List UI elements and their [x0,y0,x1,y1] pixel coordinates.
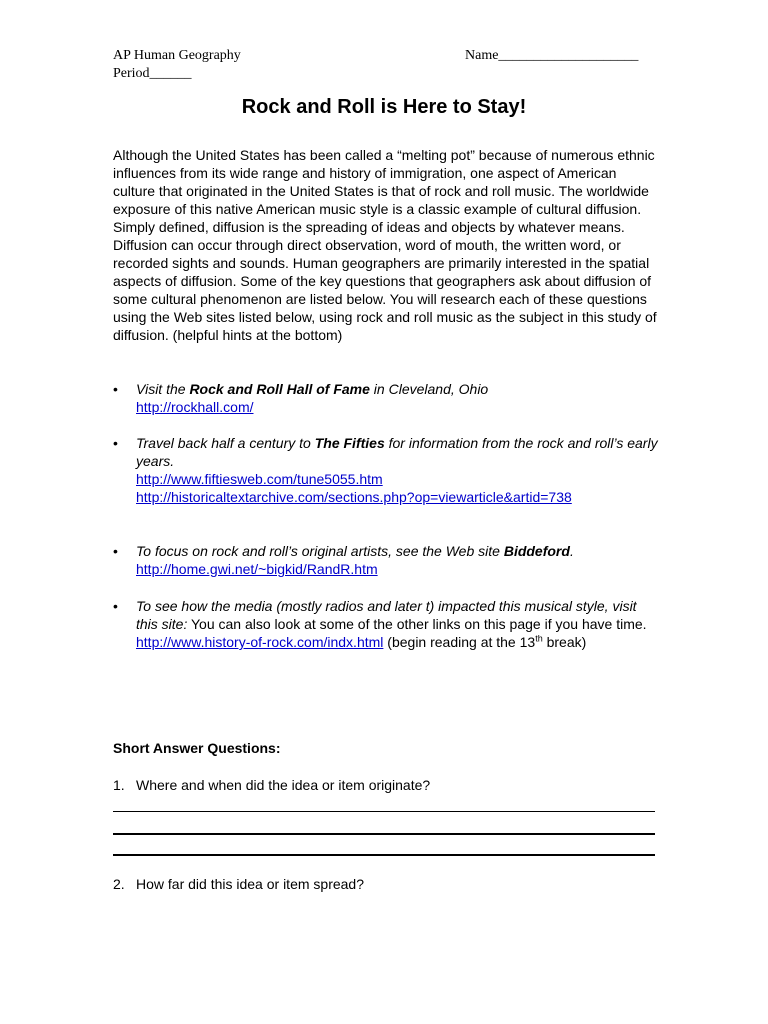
question-number: 2. [113,876,125,892]
bullet-text: To see how the media (mostly radios and later t) impacted this musical style, visit this site: You can also look at some of the other links on this page if you have time. [136,598,647,632]
header-left [113,47,241,83]
bullet-text: To focus on rock and roll’s original artists, see the Web site Biddeford. [136,543,574,559]
bullet-item-media [113,597,658,651]
question-text: How far did this idea or item spread? [136,876,364,892]
question-1 [113,776,430,794]
link-history-of-rock[interactable]: http://www.history-of-rock.com/indx.html [136,634,384,650]
answer-line[interactable] [113,854,655,856]
link-fiftiesweb[interactable]: http://www.fiftiesweb.com/tune5055.htm [136,471,383,487]
bullet-bold: Biddeford [503,543,570,559]
bullet-icon: • [113,435,118,451]
name-field: Name____________________ [465,48,639,63]
answer-line[interactable] [113,833,655,835]
answer-line[interactable] [113,811,655,812]
bullet-text: Travel back half a century to The Fifties for information from the rock and roll’s early years. [136,435,658,469]
intro-paragraph: Although the United States has been called a “melting pot” because of numerous ethnic influences from its wide range and history of immigration, one aspect of American culture that originated in the United States is that of rock and roll music. The worldwide exposure of this native American music style is a classic example of cultural diffusion. Simply defined, diffusion is the spreading of ideas and objects by whatever means. Diffusion can occur through direct observation, word of mouth, the written word, or recorded sights and sounds. Human geographers are primarily interested in the spatial aspects of diffusion. Some of the key questions that geographers ask about diffusion of some cultural phenomenon are listed below. You will research each of these questions using the Web sites listed below, using rock and roll music as the subject in this study of diffusion. (helpful hints at the bottom) [113,147,657,343]
period-field: Period______ [113,66,192,81]
bullet-icon: • [113,598,118,614]
bullet-bold: The Fifties [314,435,385,451]
link-historicaltextarchive[interactable]: http://historicaltextarchive.com/sections.php?op=viewarticle&artid=738 [136,489,572,505]
bullet-icon: • [113,543,118,559]
course-label: AP Human Geography [113,48,241,63]
question-number: 1. [113,777,125,793]
bullet-item-biddeford [113,542,658,578]
link-rockhall[interactable]: http://rockhall.com/ [136,399,254,415]
short-answer-heading: Short Answer Questions: [113,740,281,756]
link-gwi-randr[interactable]: http://home.gwi.net/~bigkid/RandR.htm [136,561,378,577]
bullet-item-fifties [113,434,658,506]
bullet-icon: • [113,381,118,397]
bullet-text: Visit the Rock and Roll Hall of Fame in Cleveland, Ohio [136,381,489,397]
bullet-item-hall-of-fame [113,380,658,416]
reading-note: (begin reading at the 13th break) [383,633,587,650]
question-text: Where and when did the idea or item originate? [136,777,431,793]
page-title: Rock and Roll is Here to Stay! [241,96,527,118]
question-2 [113,875,364,893]
bullet-bold: Rock and Roll Hall of Fame [189,381,370,397]
